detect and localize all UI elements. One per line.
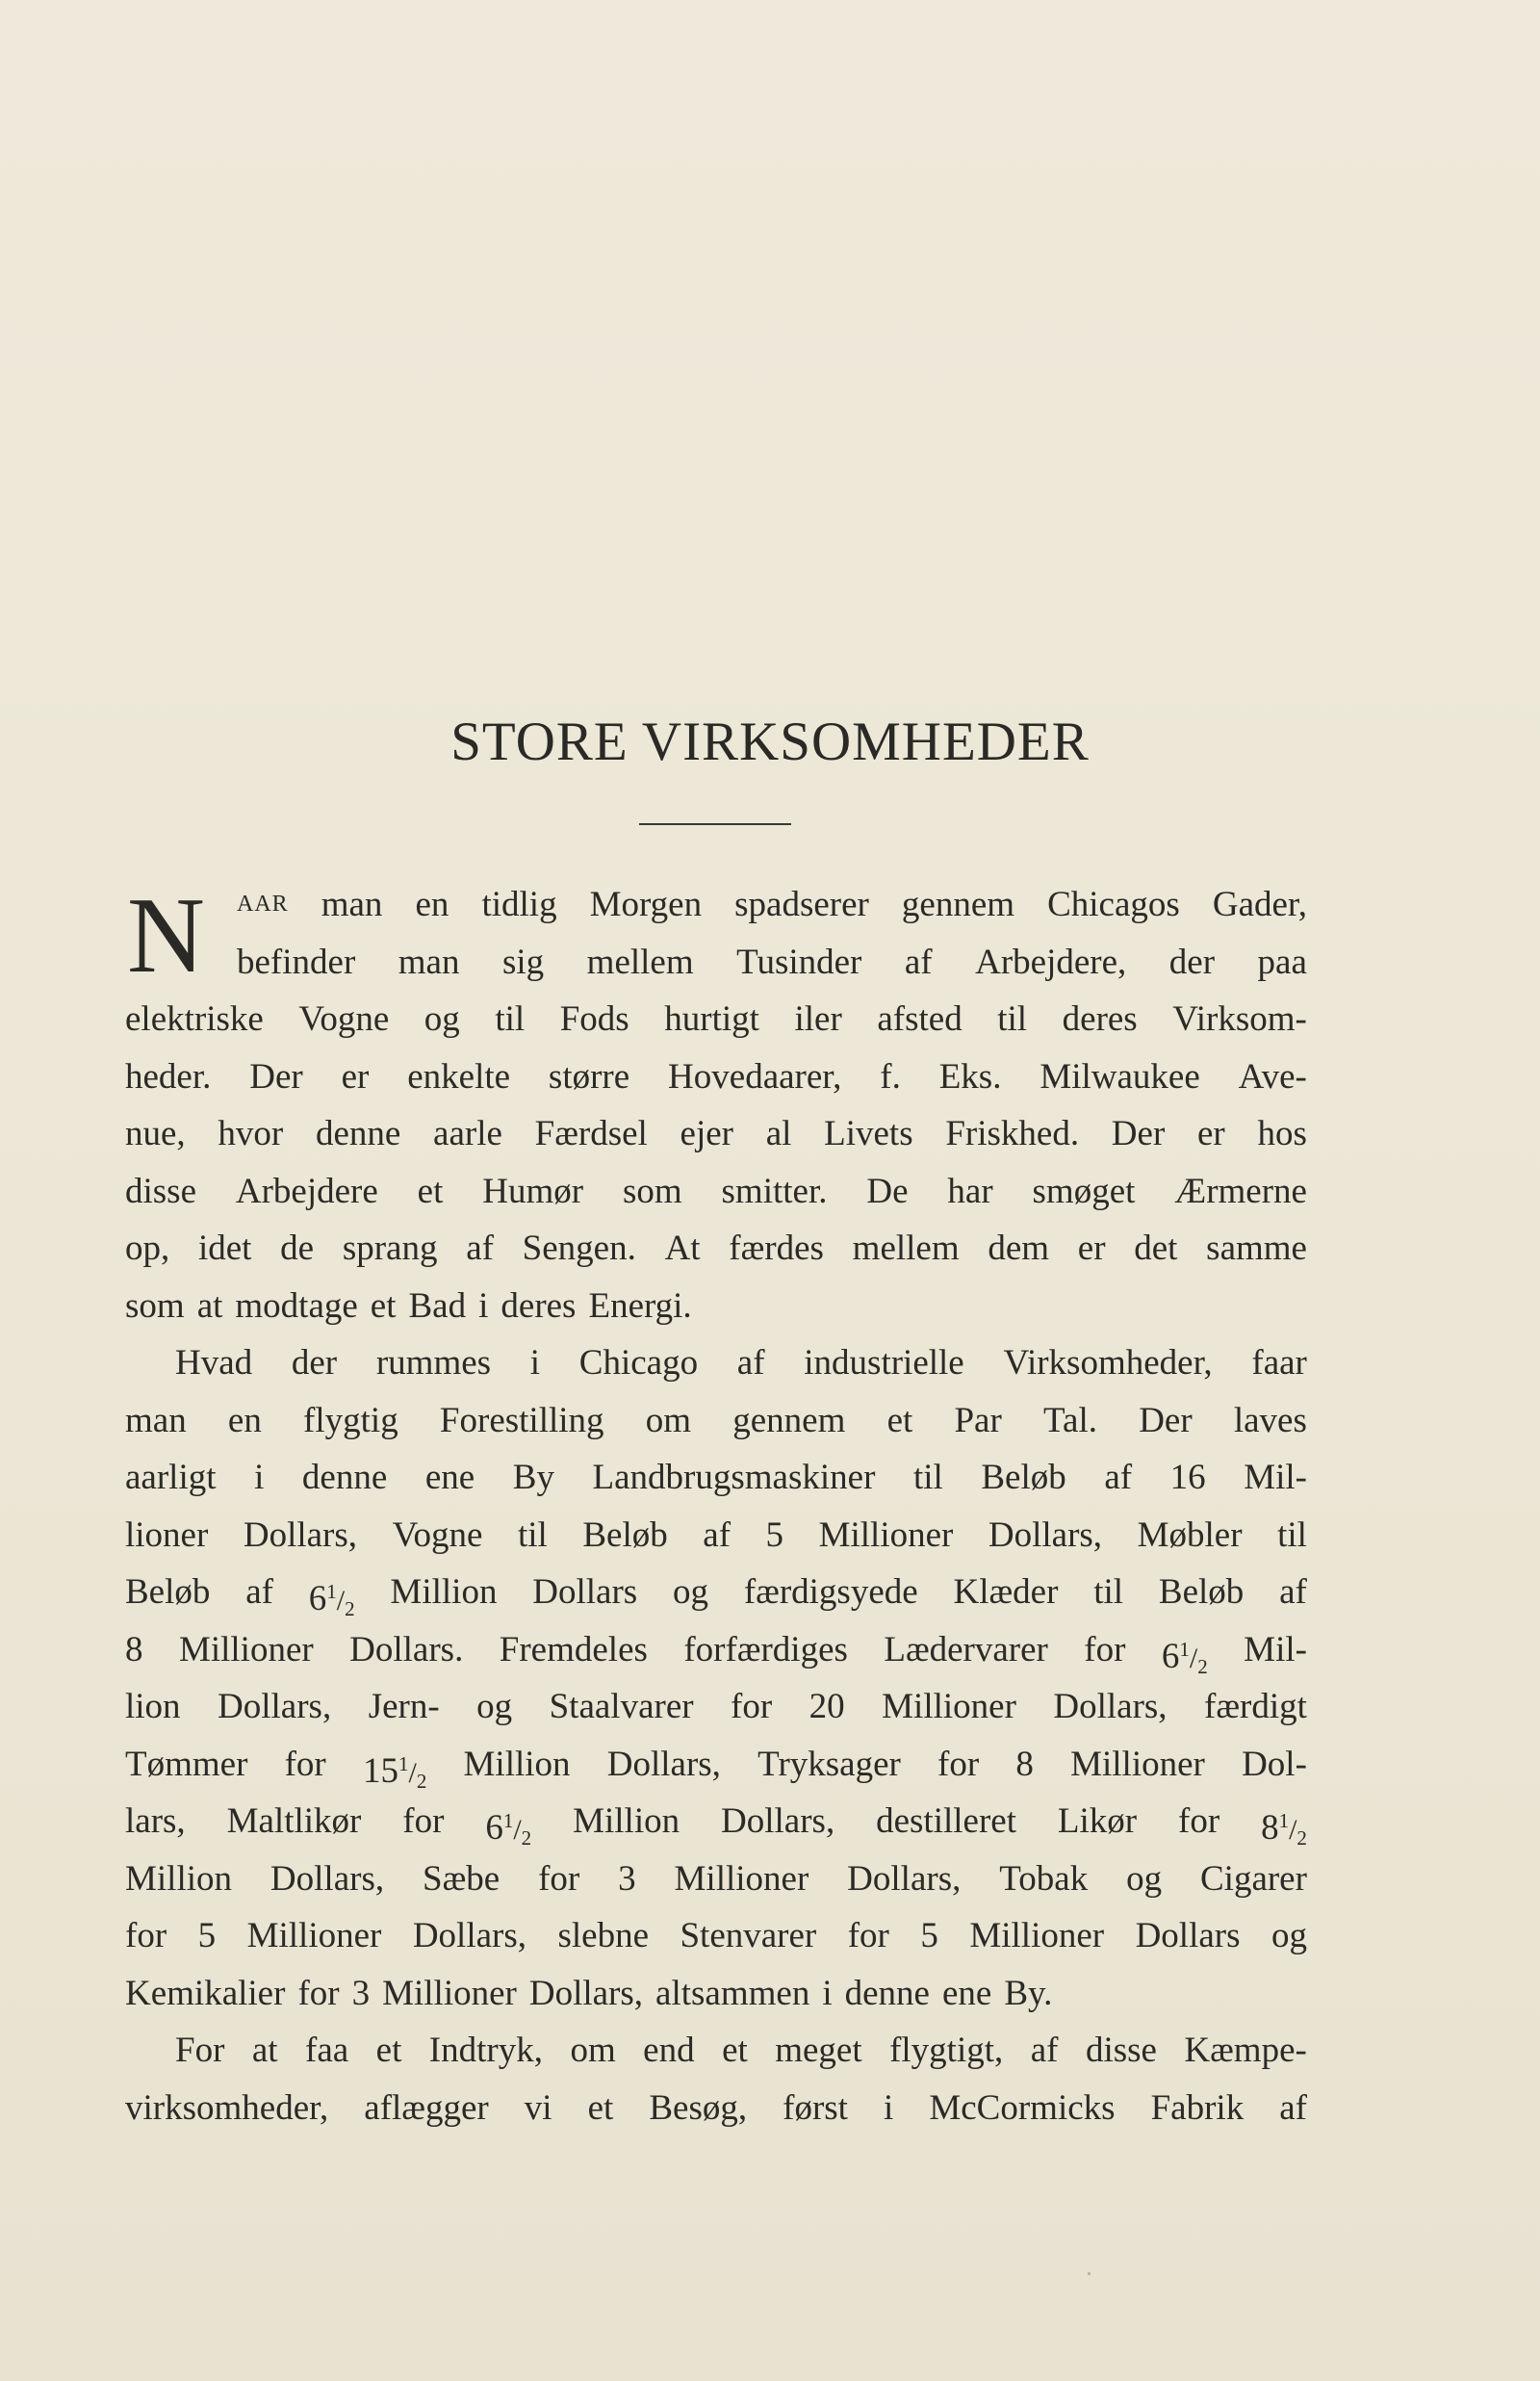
word: Beløb — [981, 1458, 1066, 1497]
word: Chicago — [578, 1343, 699, 1383]
text-line — [125, 1392, 1307, 1450]
word: Dollars, — [606, 1744, 721, 1784]
word: Eks. — [938, 1056, 1002, 1097]
word: og — [424, 999, 460, 1039]
text-line — [125, 2080, 1307, 2137]
word: af — [736, 1343, 765, 1383]
fraction-half: $^1/_2$ — [326, 1580, 355, 1620]
text-line — [125, 1678, 1307, 1736]
word: iler — [794, 999, 842, 1039]
word: destilleret — [876, 1801, 1016, 1841]
word: Der — [1111, 1114, 1166, 1153]
text-line — [125, 1449, 1307, 1507]
fraction-half: $^1/_2$ — [1179, 1637, 1208, 1678]
word: og — [673, 1572, 709, 1612]
word: Millioner — [246, 1916, 382, 1955]
word: Der — [249, 1056, 303, 1097]
word: Chicagos — [1047, 885, 1180, 924]
word: til — [517, 1514, 548, 1555]
word: Lædervarer — [884, 1629, 1048, 1669]
text-line — [125, 1163, 1307, 1221]
word: af — [904, 942, 933, 982]
word: Dol- — [1242, 1744, 1307, 1784]
word: Tryksager — [757, 1744, 901, 1784]
word: af — [1279, 1572, 1307, 1612]
word: for — [937, 1744, 980, 1784]
word: Gader, — [1212, 885, 1307, 924]
word: Virksomheder, — [1003, 1343, 1213, 1383]
word: vi — [524, 2087, 552, 2128]
word: hos — [1257, 1114, 1307, 1153]
word: modtage — [235, 1285, 358, 1326]
word: Tusinder — [736, 942, 862, 982]
word: for — [402, 1801, 445, 1841]
word: denne — [844, 1973, 930, 2013]
word: faa — [305, 2031, 349, 2070]
word: Millioner — [882, 1687, 1016, 1726]
word: gennem — [901, 885, 1015, 924]
word: for — [1178, 1801, 1220, 1841]
word: er — [341, 1056, 370, 1097]
word: i — [529, 1343, 541, 1383]
text-line — [125, 1564, 1307, 1621]
word: større — [548, 1056, 630, 1097]
word: rummes — [375, 1343, 492, 1383]
word: til — [1093, 1572, 1124, 1612]
word: i — [822, 1973, 833, 2013]
word: Klæder — [953, 1572, 1059, 1612]
word: $6^1/_2$ — [485, 1808, 532, 1850]
word: og — [1126, 1858, 1163, 1899]
word: færdigt — [1204, 1687, 1307, 1726]
word: afsted — [877, 999, 962, 1039]
word: færdigsyede — [743, 1572, 918, 1612]
paper-speck — [1088, 2272, 1091, 2275]
word: lion — [125, 1687, 181, 1726]
word: forfærdiges — [683, 1629, 848, 1669]
word: der — [291, 1343, 338, 1383]
word: Mil- — [1244, 1629, 1307, 1669]
word: 8 — [1015, 1744, 1034, 1784]
word: Dollars, — [270, 1858, 385, 1899]
word: som — [622, 1171, 682, 1211]
word: Millioner — [1070, 1744, 1205, 1784]
word: Færdsel — [534, 1114, 648, 1153]
word: paa — [1257, 942, 1307, 982]
word: af — [703, 1514, 732, 1555]
word: deres — [1062, 999, 1138, 1039]
word: aflægger — [364, 2087, 489, 2128]
word: af — [1279, 2087, 1307, 2128]
word: Dollars — [1135, 1916, 1241, 1955]
word: Likør — [1057, 1801, 1138, 1841]
word: f. — [880, 1056, 901, 1097]
word: er — [1077, 1229, 1106, 1268]
word: Beløb — [1158, 1572, 1245, 1612]
word: tidlig — [481, 885, 557, 924]
word: Dollars, — [528, 1973, 644, 2013]
word: Millioner — [178, 1629, 314, 1669]
word: man — [398, 942, 460, 982]
word: Million — [573, 1801, 680, 1841]
word: denne — [315, 1114, 401, 1153]
word: til — [1277, 1514, 1307, 1555]
word: for — [297, 1973, 340, 2013]
word: 3 — [618, 1858, 636, 1899]
word: Dollars, — [721, 1801, 835, 1841]
word: om — [570, 2031, 616, 2070]
word: Dollars, — [1053, 1687, 1168, 1726]
word: spadserer — [734, 885, 869, 924]
text-line — [125, 991, 1307, 1048]
word: Ave- — [1238, 1056, 1307, 1097]
word: et — [375, 2031, 402, 2070]
word: til — [997, 999, 1028, 1039]
word: Virksom- — [1172, 999, 1307, 1039]
word: dem — [988, 1229, 1050, 1268]
word: for — [538, 1858, 580, 1899]
word: deres — [500, 1285, 577, 1326]
word: et — [886, 1400, 913, 1440]
word: til — [912, 1458, 943, 1497]
word: Kemikalier — [125, 1973, 286, 2013]
word: 20 — [808, 1687, 845, 1726]
word: 5 — [920, 1916, 938, 1955]
word: Besøg, — [649, 2087, 748, 2128]
word: meget — [775, 2031, 862, 2070]
word: Tobak — [999, 1858, 1089, 1899]
word: $15^1/_2$ — [362, 1750, 427, 1793]
word: Maltlikør — [226, 1801, 362, 1841]
word: hurtigt — [664, 999, 759, 1039]
word: heder. — [125, 1056, 212, 1097]
word: i — [478, 1285, 489, 1326]
word: af — [466, 1229, 494, 1268]
word: flygtig — [303, 1400, 398, 1440]
word: hvor — [218, 1114, 284, 1153]
word: Vogne — [392, 1514, 483, 1555]
word: smøget — [1032, 1171, 1136, 1211]
word: disse — [125, 1171, 196, 1211]
fraction-half: $^1/_2$ — [1278, 1809, 1307, 1850]
word: man — [125, 1400, 187, 1440]
word: mellem — [586, 942, 694, 982]
word: Sengen. — [522, 1229, 636, 1268]
word: i — [884, 2087, 894, 2128]
word: for — [847, 1916, 889, 1955]
text-line — [125, 1850, 1307, 1908]
word: har — [947, 1171, 993, 1211]
word: al — [765, 1114, 792, 1153]
word: Million — [125, 1858, 233, 1899]
word: Dollars, — [218, 1687, 332, 1726]
word: McCormicks — [929, 2087, 1116, 2128]
text-line — [125, 1907, 1307, 1965]
word: laves — [1233, 1400, 1307, 1440]
word: Hvad — [175, 1343, 253, 1383]
word: Humør — [482, 1171, 584, 1211]
text-line — [125, 934, 1307, 992]
text-line — [125, 1736, 1307, 1794]
word: denne — [301, 1458, 388, 1497]
word: Cigarer — [1199, 1858, 1307, 1899]
word: befinder — [237, 942, 356, 982]
word: Milwaukee — [1040, 1056, 1200, 1097]
word: af — [245, 1572, 273, 1612]
text-line — [125, 1965, 1307, 2023]
text-line — [125, 1621, 1307, 1679]
word: Jern- — [368, 1687, 440, 1726]
word: ene — [941, 1973, 992, 2013]
word: Dollars, — [988, 1514, 1103, 1555]
word: Livets — [824, 1114, 913, 1153]
body-text — [125, 876, 1307, 2136]
word: Par — [954, 1400, 1002, 1440]
word: et — [370, 1285, 397, 1326]
word: Arbejdere, — [975, 942, 1127, 982]
text-line — [125, 1507, 1307, 1565]
word: for — [125, 1916, 167, 1955]
word: Fods — [559, 999, 629, 1039]
small-caps-word: AAR — [237, 892, 289, 917]
text-line — [125, 1105, 1307, 1163]
word: Vogne — [298, 999, 390, 1039]
word: Energi. — [588, 1285, 692, 1326]
word: Tømmer — [125, 1744, 248, 1784]
word: Dollars, — [243, 1514, 358, 1555]
word: Forestilling — [439, 1400, 604, 1440]
word: Bad — [408, 1285, 467, 1326]
word: enkelte — [407, 1056, 511, 1097]
word: som — [125, 1285, 185, 1326]
word: Staalvarer — [549, 1687, 694, 1726]
word: Landbrugsmaskiner — [592, 1458, 876, 1497]
word: Beløb — [582, 1514, 668, 1555]
word: flygtigt, — [889, 2031, 1004, 2070]
word: $6^1/_2$ — [1161, 1636, 1208, 1678]
word: end — [643, 2031, 695, 2070]
word: for — [1084, 1629, 1126, 1669]
text-line — [125, 876, 1307, 934]
word: By — [512, 1458, 554, 1497]
word: Indtryk, — [428, 2031, 543, 2070]
word: 3 — [351, 1973, 371, 2013]
word: $6^1/_2$ — [308, 1579, 355, 1620]
word: 5 — [197, 1916, 217, 1955]
word: op, — [125, 1229, 170, 1268]
word: færdes — [729, 1229, 824, 1268]
word: nue, — [125, 1114, 186, 1153]
word: et — [722, 2031, 748, 2070]
word: de — [280, 1229, 315, 1268]
word: ejer — [680, 1114, 733, 1153]
title-rule — [639, 823, 791, 825]
word: en — [415, 885, 449, 924]
word: For — [175, 2031, 225, 2070]
fraction-half: $^1/_2$ — [398, 1751, 427, 1793]
word: er — [1196, 1114, 1225, 1153]
chapter-title: STORE VIRKSOMHEDER — [450, 712, 1090, 772]
word: om — [645, 1400, 692, 1440]
word: Hovedaarer, — [668, 1056, 842, 1097]
word: Fabrik — [1150, 2087, 1245, 2128]
word: et — [587, 2087, 614, 2128]
word: De — [866, 1171, 909, 1211]
word: lars, — [125, 1801, 186, 1841]
word: aarle — [433, 1114, 502, 1153]
text-line — [125, 2022, 1307, 2080]
word: slebne — [557, 1916, 650, 1955]
word: At — [664, 1229, 701, 1268]
word: og — [1270, 1916, 1307, 1955]
word: sig — [501, 942, 545, 982]
word: det — [1134, 1229, 1178, 1268]
word: Møbler — [1137, 1514, 1243, 1555]
word: faar — [1251, 1343, 1307, 1383]
word: lioner — [125, 1514, 209, 1555]
word: Million — [390, 1572, 498, 1612]
drop-cap: N — [127, 876, 205, 996]
text-line — [125, 1334, 1307, 1392]
word: Millioner — [969, 1916, 1105, 1955]
word: Million — [463, 1744, 571, 1784]
word: idet — [197, 1229, 252, 1268]
word: at — [251, 2031, 278, 2070]
word: smitter. — [721, 1171, 828, 1211]
word: for — [731, 1687, 773, 1726]
word: Dollars — [532, 1572, 638, 1612]
word: Beløb — [125, 1572, 211, 1612]
text-line — [125, 1048, 1307, 1106]
word: Morgen — [589, 885, 703, 924]
word: Dollars, — [412, 1916, 527, 1955]
text-line — [125, 1220, 1307, 1278]
fraction-half: $^1/_2$ — [502, 1809, 532, 1850]
word: industrielle — [804, 1343, 964, 1383]
word: gennem — [732, 1400, 846, 1440]
word: sprang — [342, 1229, 438, 1268]
word: Dollars. — [349, 1629, 464, 1669]
word: Der — [1139, 1400, 1193, 1440]
word: i — [254, 1458, 265, 1497]
word: 16 — [1169, 1458, 1206, 1497]
word: aarligt — [125, 1458, 217, 1497]
word: og — [476, 1687, 513, 1726]
word: samme — [1206, 1229, 1307, 1268]
word: 8 — [125, 1629, 143, 1669]
word: 5 — [765, 1514, 784, 1555]
word: Tal. — [1043, 1400, 1097, 1440]
word: By. — [1004, 1973, 1053, 2013]
word: af — [1104, 1458, 1133, 1497]
word: Millioner — [818, 1514, 954, 1555]
word: Friskhed. — [945, 1114, 1080, 1153]
text-line — [125, 1278, 1307, 1335]
word: virksomheder, — [125, 2087, 329, 2128]
word: mellem — [852, 1229, 960, 1268]
word: Millioner — [382, 1973, 517, 2013]
word: altsammen — [655, 1973, 810, 2013]
word: ene — [424, 1458, 475, 1497]
word: Mil- — [1244, 1458, 1307, 1497]
word: Stenvarer — [680, 1916, 817, 1955]
word: disse — [1085, 2031, 1157, 2070]
word: man — [321, 885, 383, 924]
word: Fremdeles — [499, 1629, 648, 1669]
word: en — [227, 1400, 262, 1440]
word: et — [417, 1171, 444, 1211]
word: der — [1168, 942, 1216, 982]
word: $8^1/_2$ — [1261, 1808, 1307, 1850]
text-line — [125, 1793, 1307, 1850]
word: Arbejdere — [235, 1171, 378, 1211]
word: først — [783, 2087, 848, 2128]
word: for — [284, 1744, 326, 1784]
word: til — [495, 999, 526, 1039]
word: Ærmerne — [1174, 1171, 1307, 1211]
word: elektriske — [125, 999, 264, 1039]
word: Sæbe — [423, 1858, 500, 1899]
word: Dollars, — [847, 1858, 962, 1899]
word: Millioner — [674, 1858, 809, 1899]
word: at — [196, 1285, 223, 1326]
word: af — [1030, 2031, 1059, 2070]
word: Kæmpe- — [1184, 2031, 1307, 2070]
